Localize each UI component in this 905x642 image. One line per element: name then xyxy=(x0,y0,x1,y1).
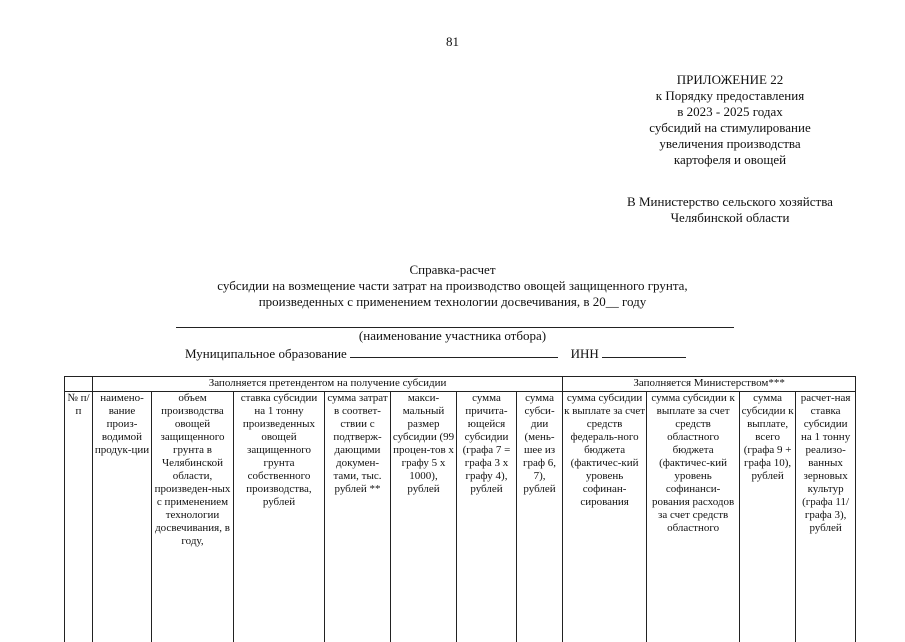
municipal-blank xyxy=(350,345,558,358)
recipient-line: В Министерство сельского хозяйства xyxy=(560,194,900,210)
appendix-line: ПРИЛОЖЕНИЕ 22 xyxy=(560,72,900,88)
document-title xyxy=(0,262,905,310)
appendix-line: увеличения производства xyxy=(560,136,900,152)
group-applicant-header: Заполняется претендентом на получение субсидии xyxy=(93,377,563,392)
column-header: сумма субси-дии (мень-шее из граф 6, 7), рублей xyxy=(517,392,563,642)
column-header: расчет-ная ставка субсидии на 1 тонну реализо-ванных зерновых культур (графа 11/ графа 3), рублей xyxy=(796,392,856,642)
title-line: субсидии на возмещение части затрат на производство овощей защищенного грунта, xyxy=(0,278,905,294)
calculation-table xyxy=(64,376,856,642)
column-header: сумма затрат в соответ-ствии с подтверж-дающими докумен-тами, тыс. рублей ** xyxy=(325,392,391,642)
recipient-line: Челябинской области xyxy=(560,210,900,226)
title-line: Справка-расчет xyxy=(0,262,905,278)
participant-caption: (наименование участника отбора) xyxy=(0,328,905,344)
column-header: объем производства овощей защищенного грунта в Челябинской области, произведен-ных с применением технологии досвечивания, в году, xyxy=(152,392,234,642)
appendix-line: субсидий на стимулирование xyxy=(560,120,900,136)
column-header: № п/п xyxy=(65,392,93,642)
appendix-line: в 2023 - 2025 годах xyxy=(560,104,900,120)
table-group-row xyxy=(65,377,856,392)
group-ministry-header: Заполняется Министерством*** xyxy=(563,377,856,392)
column-header: сумма причита-ющейся субсидии (графа 7 = графа 3 х графу 4), рублей xyxy=(457,392,517,642)
column-header: наимено-вание произ-водимой продук-ции xyxy=(93,392,152,642)
column-header: макси-мальный размер субсидии (99 процен-тов х графу 5 х 1000), рублей xyxy=(391,392,457,642)
column-header: сумма субсидии к выплате за счет средств федераль-ного бюджета (фактичес-кий уровень софинан-сирования xyxy=(563,392,647,642)
inn-label: ИНН xyxy=(571,346,599,361)
page-number: 81 xyxy=(0,34,905,50)
inn-blank xyxy=(602,345,686,358)
title-line: произведенных с применением технологии досвечивания, в 20__ году xyxy=(0,294,905,310)
appendix-header xyxy=(560,72,900,168)
table-column-headers xyxy=(65,392,856,642)
appendix-line: к Порядку предоставления xyxy=(560,88,900,104)
municipal-label: Муниципальное образование xyxy=(185,346,347,361)
column-header: сумма субсидии к выплате, всего (графа 9 + графа 10), рублей xyxy=(740,392,796,642)
recipient-block xyxy=(560,194,900,226)
column-header: сумма субсидии к выплате за счет средств областного бюджета (фактичес-кий уровень софинанси-рования расходов за счет средств областного xyxy=(647,392,740,642)
appendix-line: картофеля и овощей xyxy=(560,152,900,168)
group-applicant-blank xyxy=(65,377,93,392)
column-header: ставка субсидии на 1 тонну произведенных овощей защищенного грунта собственного производства, рублей xyxy=(234,392,325,642)
municipal-row xyxy=(185,345,686,362)
